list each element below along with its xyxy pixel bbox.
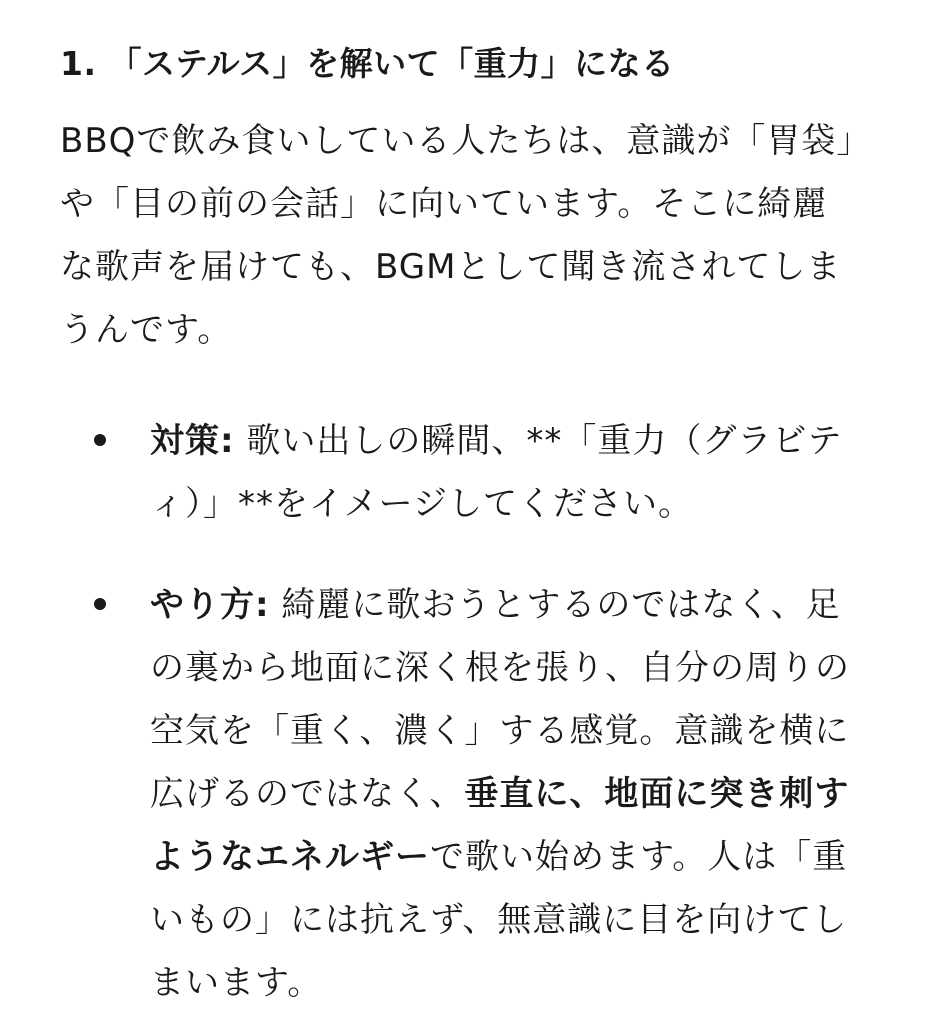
section-heading: 1. 「ステルス」を解いて「重力」になる: [60, 44, 675, 83]
bullet-text: 綺麗に歌おうとするのではなく、足の裏から地面に深く根を張り、自分の周りの空気を「重く、濃く」する感覚。意識を横に広げるのではなく、: [150, 585, 850, 814]
bullet-text-continued: で歌い始めます。人は「重いもの」には抗えず、無意識に目を向けてしまいます。: [150, 837, 848, 1003]
bullet-list: [60, 410, 873, 1015]
intro-paragraph: BBQで飲み食いしている人たちは、意識が「胃袋」や「目の前の会話」に向いています。そこに綺麗な歌声を届けても、BGMとして聞き流されてしまうんです。: [60, 121, 855, 350]
bullet-item-method: [60, 574, 870, 1015]
bullet-dot-icon: [94, 598, 106, 610]
bullet-label: 対策:: [150, 421, 235, 461]
bullet-dot-icon: [94, 434, 106, 446]
bullet-text: 歌い出しの瞬間、**「重力（グラビティ）」**をイメージしてください。: [150, 421, 843, 524]
bullet-item-countermeasure: [60, 410, 870, 536]
bullet-emphasis: 垂直に、地面に突き刺すようなエネルギー: [150, 774, 850, 877]
bullet-label: やり方:: [150, 585, 270, 625]
